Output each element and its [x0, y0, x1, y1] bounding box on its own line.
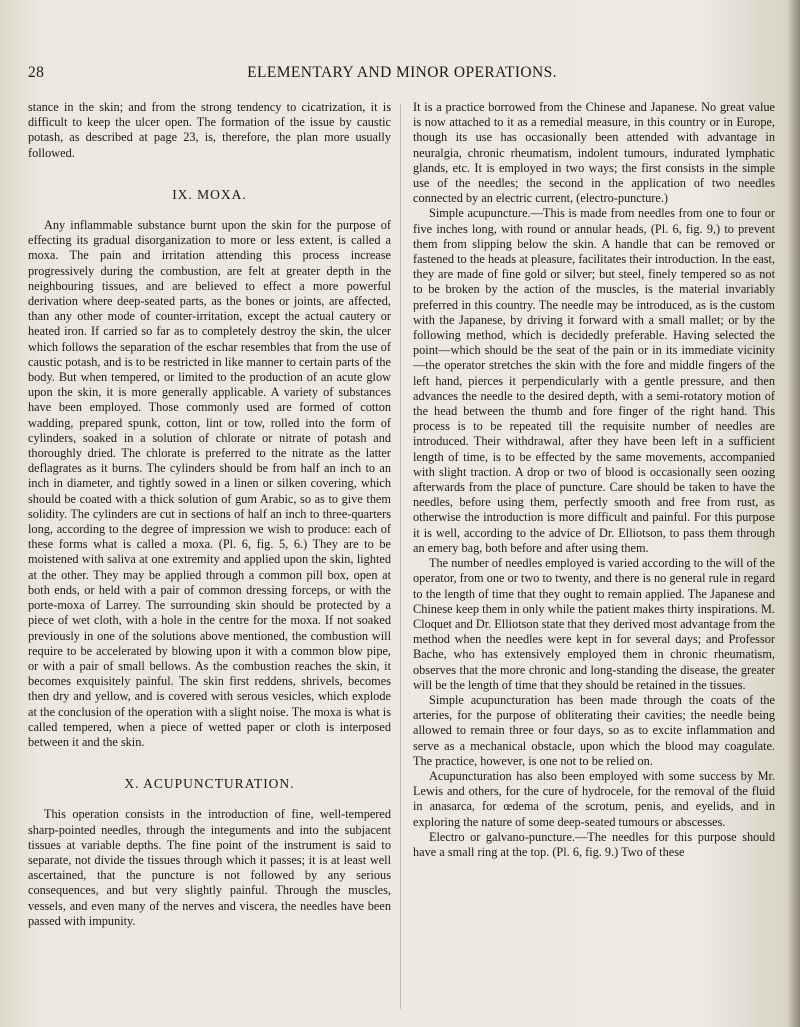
page-header: [28, 64, 776, 88]
paragraph: The number of needles employed is varied according to the will of the operator, from one or two to twenty, and there is no general rule in regard to the length of time that they ought to remain applied. The Japanese and Chinese keep them in only while the patient makes thirty inspirations. M. Cloquet and Dr. Elliotson state that they derived most advantage from the method when the needles were kept in for several days; and Professor Bache, who has extensively employed them in chronic rheumatism, observes that the more chronic and long-standing the disease, the greater will be the length of time that they should be retained in the tissues.: [413, 556, 775, 692]
paragraph: Electro or galvano-puncture.—The needles for this purpose should have a small ring at the top. (Pl. 6, fig. 9.) Two of these: [413, 829, 775, 859]
left-column: [28, 100, 391, 929]
paragraph: Simple acupuncturation has been made through the coats of the arteries, for the purpose of obliterating their cavities; the needle being allowed to remain three or four days, so as to excite inflammation and serve as a mechanical obstacle, upon which the blood may coagulate. The practice, however, is one not to be relied on.: [413, 692, 775, 768]
column-divider: [400, 104, 401, 1009]
paragraph: Simple acupuncture.—This is made from needles from one to four or five inches long, with round or annular heads, (Pl. 6, fig. 9,) to prevent them from slipping below the skin. A handle that can be removed or fastened to the heads at pleasure, facilitates their introduction. In the east, they are made of fine gold or silver; but steel, finely tempered so as not to be broken by the action of the muscles, is the material invariably preferred in this country. The needle may be introduced, as is the custom with the Japanese, by driving it forward with a small mallet; or by the following method, which is decidedly preferable. Having selected the point—which should be the seat of the pain or in its immediate vicinity—the operator stretches the skin with the fore and middle fingers of the left hand, pierces it perpendicularly with a gentle pressure, and then advances the needle to the desired depth, with a semi-rotatory motion of the head between the thumb and fore finger of the right hand. This process is to be repeated till the requisite number of needles are introduced. Their withdrawal, after they have been left in a sufficient length of time, is to be effected by the same movements, accompanied with slight traction. A drop or two of blood is occasionally seen oozing afterwards from the place of puncture. Care should be taken to have the needles, before using them, perfectly smooth and free from rust, as otherwise the introduction is more difficult and painful. For this purpose it is well, according to the advice of Dr. Elliotson, to pass them through an emery bag, both before and after using them.: [413, 206, 775, 555]
running-title: ELEMENTARY AND MINOR OPERATIONS.: [247, 64, 557, 81]
paragraph: It is a practice borrowed from the Chinese and Japanese. No great value is now attached to it as a remedial measure, in this country or in Europe, though its use has occasionally been attended with advantage in neuralgia, chronic rheumatism, indolent tumours, indurated lymphatic glands, etc. It is employed in two ways; the first consists in the simple use of the needles; the second in the application of two needles connected by an electric current, (electro-puncture.): [413, 100, 775, 206]
right-column: [413, 100, 775, 860]
page-edge-shadow: [788, 0, 800, 1027]
paragraph: stance in the skin; and from the strong tendency to cicatrization, it is difficult to keep the ulcer open. The formation of the issue by caustic potash, as described at page 23, is, therefore, the plan more usually followed.: [28, 100, 391, 160]
section-heading-acupuncturation: X. ACUPUNCTURATION.: [124, 776, 295, 792]
page-number: 28: [28, 64, 45, 81]
paragraph: This operation consists in the introduction of fine, well-tempered sharp-pointed needles, through the integuments and into the subjacent tissues at variable depths. The fine point of the instrument is said to separate, not divide the tissues through which it passes; it is at least well ascertained, that the puncture is not followed by any serious consequences, and but very slightly painful. Through the muscles, vessels, and even many of the nerves and viscera, the needles have been passed with impunity.: [28, 807, 391, 928]
paragraph: Acupuncturation has also been employed with some success by Mr. Lewis and others, for the cure of hydrocele, for the removal of the fluid in anasarca, for œdema of the scrotum, penis, and eyelids, and in exploring the nature of some deep-seated tumours or abscesses.: [413, 768, 775, 829]
section-heading-moxa: IX. MOXA.: [172, 186, 247, 202]
paragraph: Any inflammable substance burnt upon the skin for the purpose of effecting its gradual disorganization to more or less extent, is called a moxa. The pain and irritation attending this process increase progressively during the combustion, are felt at greater depth in the neighbouring tissues, and are believed to effect a more powerful derivation where deep-seated parts, as the bones or joints, are affected, than any other mode of counter-irritation, except the actual cautery or heated iron. If carried so far as to completely destroy the skin, the ulcer which follows the separation of the eschar resembles that from the use of caustic potash, and is to be restricted in like manner to certain parts of the body. But when tempered, or limited to the production of an acute glow upon the skin, it is more generally applicable. A variety of substances have been employed. Those commonly used are formed of cotton wadding, prepared spunk, cotton, lint or tow, rolled into the form of cylinders, soaked in a solution of chlorate or nitrate of potash and thoroughly dried. The chlorate is preferred to the nitrate as the latter deflagrates as it burns. The cylinders should be from half an inch to an inch in diameter, and tightly sowed in a linen or silken covering, which should be coated with a thick solution of gum Arabic, so as to give them solidity. The cylinders are cut in sections of half an inch to three-quarters long, according to the degree of impression we wish to produce: each of these forms what is called a moxa. (Pl. 6, fig. 5, 6.) They are to be moistened with saliva at one extremity and applied upon the skin, lighted at the other. They may be applied through a common pill box, open at both ends, or held with a pair of common dressing forceps, or with the porte-moxa of Larrey. The surrounding skin should be protected by a piece of wet cloth, with a hole in the centre for the moxa. If not soaked previously in one of the solutions above mentioned, the combustion will require to be accelerated by blowing upon it with a common blow pipe, or with a pair of small bellows. As the combustion reaches the skin, it becomes exquisitely painful. The skin first reddens, shrivels, becomes then dry and yellow, and is covered with serous vesicles, which explode at the conclusion of the operation with a slight noise. The moxa is what is called tempered, when a piece of wetted paper or cloth is interposed between it and the skin.: [28, 218, 391, 749]
